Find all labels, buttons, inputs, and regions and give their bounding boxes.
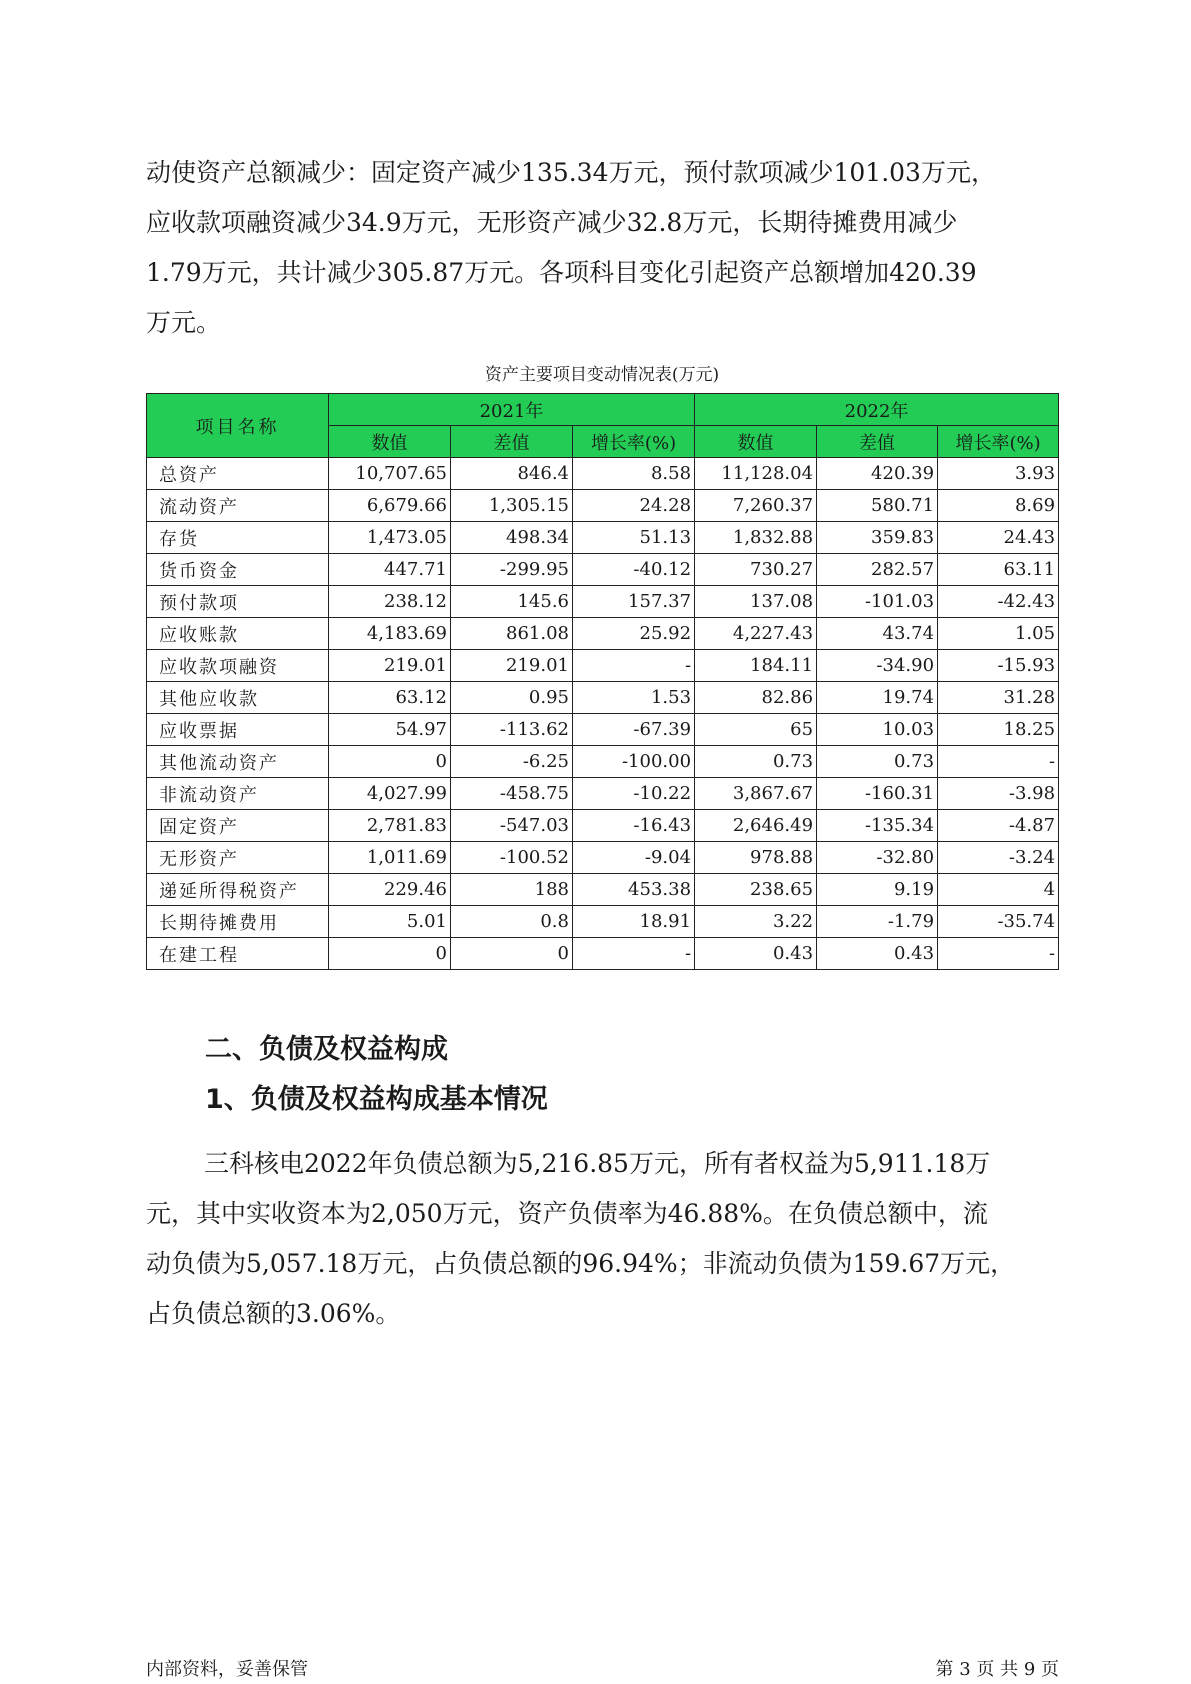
intro-line: 应收款项融资减少34.9万元，无形资产减少32.8万元，长期待摊费用减少 [146,208,958,237]
row-value-cell: 19.74 [817,682,938,714]
table-row [147,938,1059,970]
row-value-cell: 8.69 [938,490,1059,522]
row-value-cell: 157.37 [573,586,695,618]
row-value-cell: 188 [451,874,573,906]
row-value-cell: 0.73 [695,746,817,778]
row-value-cell: -458.75 [451,778,573,810]
row-value-cell: -113.62 [451,714,573,746]
row-value-cell: - [938,746,1059,778]
table-row [147,906,1059,938]
row-item-name: 在建工程 [147,938,329,970]
row-value-cell: -3.98 [938,778,1059,810]
row-value-cell: 1,305.15 [451,490,573,522]
row-value-cell: 24.28 [573,490,695,522]
row-value-cell: 0 [329,746,451,778]
row-value-cell: 1,473.05 [329,522,451,554]
row-value-cell: 3.93 [938,458,1059,490]
row-item-name: 预付款项 [147,586,329,618]
row-value-cell: 18.25 [938,714,1059,746]
row-item-name: 应收款项融资 [147,650,329,682]
row-value-cell: 6,679.66 [329,490,451,522]
table-row [147,490,1059,522]
row-value-cell: 43.74 [817,618,938,650]
row-value-cell: 238.12 [329,586,451,618]
intro-line: 1.79万元，共计减少305.87万元。各项科目变化引起资产总额增加420.39 [146,258,977,287]
table-row [147,458,1059,490]
row-value-cell: - [938,938,1059,970]
row-value-cell: -100.52 [451,842,573,874]
row-value-cell: 137.08 [695,586,817,618]
asset-change-table [146,393,1059,970]
liability-line: 动负债为5,057.18万元，占负债总额的96.94%；非流动负债为159.67万元， [146,1249,1016,1278]
row-value-cell: -4.87 [938,810,1059,842]
row-value-cell: -42.43 [938,586,1059,618]
row-value-cell: 51.13 [573,522,695,554]
row-value-cell: 0.8 [451,906,573,938]
row-item-name: 总资产 [147,458,329,490]
row-value-cell: 4 [938,874,1059,906]
row-value-cell: 31.28 [938,682,1059,714]
row-value-cell: -35.74 [938,906,1059,938]
row-item-name: 固定资产 [147,810,329,842]
row-item-name: 无形资产 [147,842,329,874]
row-value-cell: 0.95 [451,682,573,714]
row-value-cell: 219.01 [451,650,573,682]
row-value-cell: 238.65 [695,874,817,906]
row-value-cell: -6.25 [451,746,573,778]
row-value-cell: 4,227.43 [695,618,817,650]
row-value-cell: 9.19 [817,874,938,906]
row-item-name: 长期待摊费用 [147,906,329,938]
row-value-cell: -160.31 [817,778,938,810]
table-header-row [147,394,1059,426]
row-value-cell: 65 [695,714,817,746]
row-value-cell: -299.95 [451,554,573,586]
footer-page-number: 第 3 页 共 9 页 [935,1659,1059,1680]
row-value-cell: 1.53 [573,682,695,714]
section-subheading: 1、负债及权益构成基本情况 [205,1084,548,1115]
header-diff: 差值 [451,426,573,458]
row-value-cell: -547.03 [451,810,573,842]
row-value-cell: 3.22 [695,906,817,938]
liability-line: 占负债总额的3.06%。 [146,1299,401,1328]
row-value-cell: 229.46 [329,874,451,906]
row-value-cell: -34.90 [817,650,938,682]
header-value: 数值 [695,426,817,458]
row-value-cell: 580.71 [817,490,938,522]
row-value-cell: 282.57 [817,554,938,586]
table-row [147,586,1059,618]
table-row [147,810,1059,842]
intro-paragraph [146,148,1046,348]
row-value-cell: 18.91 [573,906,695,938]
row-item-name: 货币资金 [147,554,329,586]
row-value-cell: -10.22 [573,778,695,810]
header-year-2022: 2022年 [695,394,1059,426]
liability-paragraph [146,1139,1046,1339]
liability-line: 三科核电2022年负债总额为5,216.85万元，所有者权益为5,911.18万 [204,1149,991,1178]
row-value-cell: 846.4 [451,458,573,490]
row-value-cell: -1.79 [817,906,938,938]
intro-line: 动使资产总额减少：固定资产减少135.34万元，预付款项减少101.03万元， [146,158,996,187]
row-value-cell: -9.04 [573,842,695,874]
row-item-name: 流动资产 [147,490,329,522]
row-value-cell: 453.38 [573,874,695,906]
row-item-name: 存货 [147,522,329,554]
row-value-cell: 184.11 [695,650,817,682]
row-value-cell: 11,128.04 [695,458,817,490]
row-value-cell: -32.80 [817,842,938,874]
row-value-cell: -40.12 [573,554,695,586]
row-value-cell: 420.39 [817,458,938,490]
row-value-cell: 978.88 [695,842,817,874]
row-value-cell: 730.27 [695,554,817,586]
liability-line: 元，其中实收资本为2,050万元，资产负债率为46.88%。在负债总额中，流 [146,1199,988,1228]
row-item-name: 其他应收款 [147,682,329,714]
row-value-cell: 5.01 [329,906,451,938]
table-row [147,714,1059,746]
table-row [147,618,1059,650]
row-value-cell: 1,011.69 [329,842,451,874]
row-item-name: 递延所得税资产 [147,874,329,906]
row-value-cell: 63.12 [329,682,451,714]
header-growth-rate: 增长率(%) [938,426,1059,458]
table-row [147,522,1059,554]
table-row [147,778,1059,810]
row-value-cell: 861.08 [451,618,573,650]
table-row [147,874,1059,906]
row-value-cell: 4,183.69 [329,618,451,650]
table-row [147,682,1059,714]
table-row [147,554,1059,586]
row-value-cell: 0.43 [695,938,817,970]
row-item-name: 应收账款 [147,618,329,650]
section-heading: 二、负债及权益构成 [205,1034,448,1065]
row-value-cell: 359.83 [817,522,938,554]
row-value-cell: 2,646.49 [695,810,817,842]
row-value-cell: 498.34 [451,522,573,554]
footer-confidential-note: 内部资料，妥善保管 [146,1659,308,1680]
row-value-cell: 4,027.99 [329,778,451,810]
table-row [147,842,1059,874]
row-value-cell: -16.43 [573,810,695,842]
row-value-cell: 8.58 [573,458,695,490]
row-item-name: 应收票据 [147,714,329,746]
row-value-cell: 7,260.37 [695,490,817,522]
row-value-cell: -101.03 [817,586,938,618]
row-value-cell: 10,707.65 [329,458,451,490]
row-item-name: 其他流动资产 [147,746,329,778]
row-value-cell: 0 [451,938,573,970]
row-value-cell: 82.86 [695,682,817,714]
row-value-cell: -15.93 [938,650,1059,682]
row-value-cell: 63.11 [938,554,1059,586]
row-value-cell: 54.97 [329,714,451,746]
row-value-cell: 0.73 [817,746,938,778]
table-row [147,650,1059,682]
header-growth-rate: 增长率(%) [573,426,695,458]
row-value-cell: 219.01 [329,650,451,682]
row-value-cell: 1.05 [938,618,1059,650]
row-value-cell: 10.03 [817,714,938,746]
table-caption: 资产主要项目变动情况表(万元) [484,365,720,385]
row-value-cell: -100.00 [573,746,695,778]
header-year-2021: 2021年 [329,394,695,426]
row-value-cell: -67.39 [573,714,695,746]
row-value-cell: 145.6 [451,586,573,618]
row-value-cell: -3.24 [938,842,1059,874]
header-value: 数值 [329,426,451,458]
row-value-cell: 3,867.67 [695,778,817,810]
table-row [147,746,1059,778]
row-value-cell: 0 [329,938,451,970]
row-value-cell: 24.43 [938,522,1059,554]
row-value-cell: 447.71 [329,554,451,586]
row-value-cell: 1,832.88 [695,522,817,554]
row-value-cell: 25.92 [573,618,695,650]
header-diff: 差值 [817,426,938,458]
row-value-cell: 2,781.83 [329,810,451,842]
row-value-cell: - [573,650,695,682]
row-item-name: 非流动资产 [147,778,329,810]
header-item-name: 项目名称 [147,394,329,458]
row-value-cell: - [573,938,695,970]
row-value-cell: -135.34 [817,810,938,842]
row-value-cell: 0.43 [817,938,938,970]
intro-line: 万元。 [146,308,222,337]
